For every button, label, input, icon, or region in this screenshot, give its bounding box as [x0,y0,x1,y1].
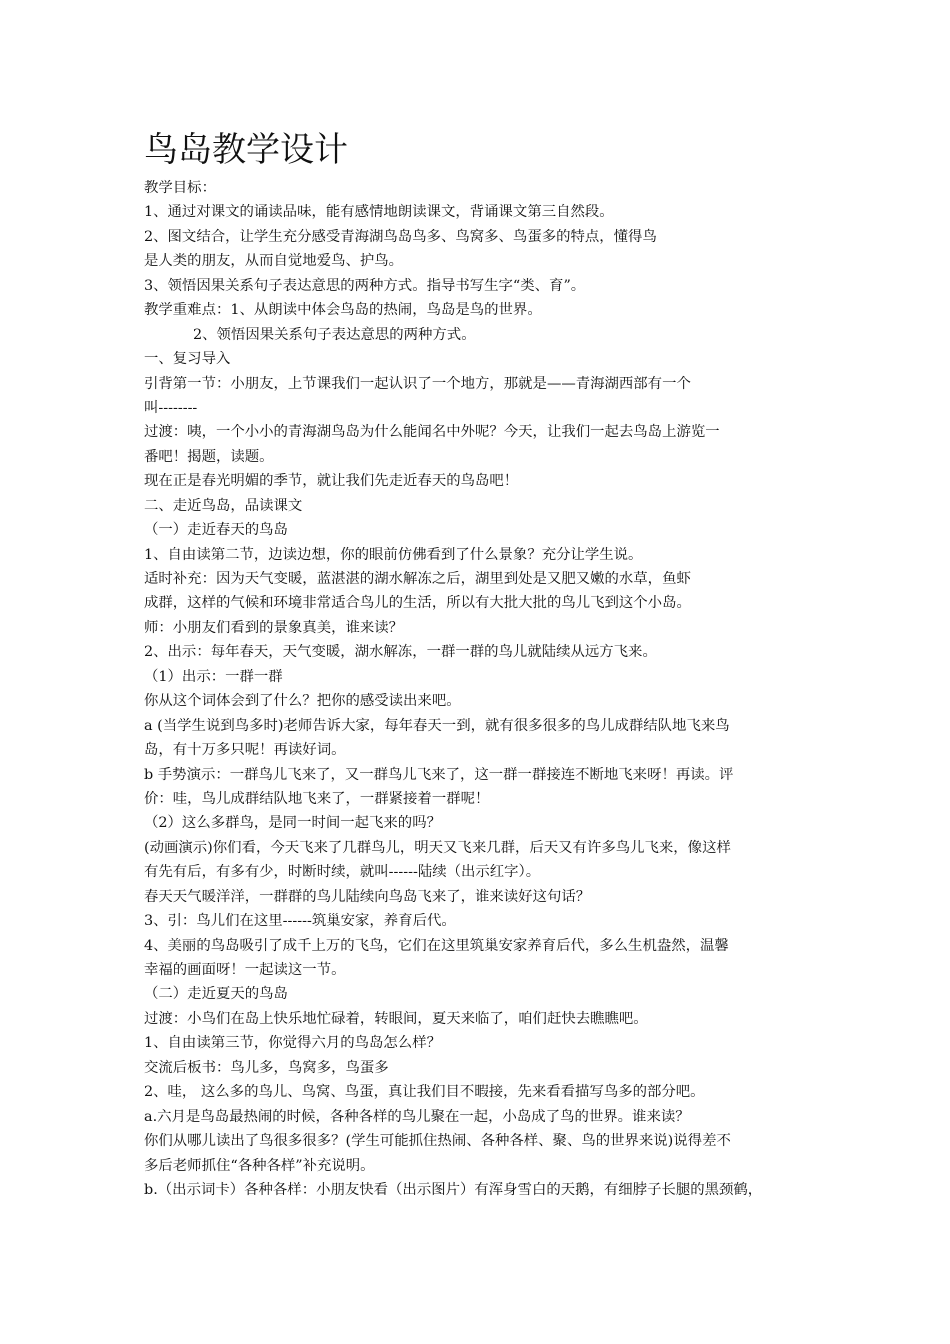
paragraph-line: 教学重难点：1、从朗读中体会鸟岛的热闹，鸟岛是鸟的世界。 [144,302,542,319]
paragraph-line: 3、引：鸟儿们在这里------筑巢安家，养育后代。 [144,913,456,930]
paragraph-line: 番吧！揭题，读题。 [144,448,274,465]
subsection-heading: （二）走近夏天的鸟岛 [144,986,288,1003]
paragraph-line: 过渡：小鸟们在岛上快乐地忙碌着，转眼间，夏天来临了，咱们赶快去瞧瞧吧。 [144,1010,648,1027]
paragraph-line: 现在正是春光明媚的季节，就让我们先走近春天的鸟岛吧！ [144,473,519,490]
paragraph-line: 成群，这样的气候和环境非常适合鸟儿的生活，所以有大批大批的鸟儿飞到这个小岛。 [144,595,691,612]
document-body [144,176,814,1202]
paragraph-line: a (当学生说到鸟多时)老师告诉大家，每年春天一到，就有很多很多的鸟儿成群结队地飞来鸟 [144,717,730,734]
paragraph-line: b.（出示词卡）各种各样：小朋友快看（出示图片）有浑身雪白的天鹅，有细脖子长腿的黑颈鹤， [144,1181,763,1198]
paragraph-line: 适时补充：因为天气变暖，蓝湛湛的湖水解冻之后，湖里到处是又肥又嫩的水草，鱼虾 [144,571,691,587]
paragraph-line: 2、哇， 这么多的鸟儿、鸟窝、鸟蛋，真让我们目不暇接，先来看看描写鸟多的部分吧。 [144,1084,705,1101]
paragraph-line: (动画演示)你们看，今天飞来了几群鸟儿，明天又飞来几群，后天又有许多鸟儿飞来，像这样 [144,839,731,856]
document-title: 鸟岛教学设计 [144,130,348,170]
paragraph-line: 1、自由读第二节，边读边想，你的眼前仿佛看到了什么景象？充分让学生说。 [144,546,643,563]
paragraph-line: 师：小朋友们看到的景象真美，谁来读？ [144,619,404,636]
paragraph-line: 你们从哪儿读出了鸟很多很多？(学生可能抓住热闹、各种各样、聚、鸟的世界来说)说得差不 [144,1133,731,1150]
section-heading: 二、走近鸟岛，品读课文 [144,497,303,514]
paragraph-line: 是人类的朋友，从而自觉地爱鸟、护鸟。 [144,253,404,270]
paragraph-line: 幸福的画面呀！一起读这一节。 [144,962,346,978]
paragraph-line: 多后老师抓住“各种各样”补充说明。 [144,1157,375,1174]
section-heading: 一、复习导入 [144,351,231,368]
paragraph-line: （2）这么多群鸟，是同一时间一起飞来的吗？ [144,815,441,832]
paragraph-line: 2、出示：每年春天，天气变暖，湖水解冻，一群一群的鸟儿就陆续从远方飞来。 [144,644,657,661]
paragraph-line: b 手势演示：一群鸟儿飞来了，又一群鸟儿飞来了，这一群一群接连不断地飞来呀！再读。评 [144,766,734,783]
paragraph-line: 教学目标： [144,180,216,196]
paragraph-line: 叫-------- [144,399,198,416]
paragraph-line: 2、图文结合，让学生充分感受青海湖鸟岛鸟多、鸟窝多、鸟蛋多的特点，懂得鸟 [144,228,657,245]
paragraph-line: 你从这个词体会到了什么？把你的感受读出来吧。 [144,693,461,710]
paragraph-line: a.六月是鸟岛最热闹的时候，各种各样的鸟儿聚在一起，小岛成了鸟的世界。谁来读？ [144,1108,690,1125]
paragraph-line: 岛，有十万多只呢！再读好词。 [144,742,346,759]
paragraph-line: 引背第一节：小朋友，上节课我们一起认识了一个地方，那就是——青海湖西部有一个 [144,375,691,392]
paragraph-line: 过渡：咦，一个小小的青海湖鸟岛为什么能闻名中外呢？今天，让我们一起去鸟岛上游览一 [144,424,720,441]
paragraph-line: 价：哇，鸟儿成群结队地飞来了，一群紧接着一群呢！ [144,790,490,807]
paragraph-line: 1、自由读第三节，你觉得六月的鸟岛怎么样？ [144,1035,441,1052]
paragraph-line: 交流后板书：鸟儿多，鸟窝多，鸟蛋多 [144,1059,389,1076]
paragraph-line: 2、领悟因果关系句子表达意思的两种方式。 [193,326,476,343]
paragraph-line: 3、领悟因果关系句子表达意思的两种方式。指导书写生字“类、育”。 [144,277,586,294]
paragraph-line: 有先有后，有多有少，时断时续，就叫------陆续（出示红字）。 [144,864,541,881]
paragraph-line: 1、通过对课文的诵读品味，能有感情地朗读课文，背诵课文第三自然段。 [144,204,614,221]
subsection-heading: （一）走近春天的鸟岛 [144,522,288,539]
paragraph-line: 春天天气暖洋洋，一群群的鸟儿陆续向鸟岛飞来了，谁来读好这句话？ [144,888,591,905]
paragraph-line: （1）出示：一群一群 [144,668,283,685]
paragraph-line: 4、美丽的鸟岛吸引了成千上万的飞鸟，它们在这里筑巢安家养育后代，多么生机盎然，温馨 [144,937,729,954]
